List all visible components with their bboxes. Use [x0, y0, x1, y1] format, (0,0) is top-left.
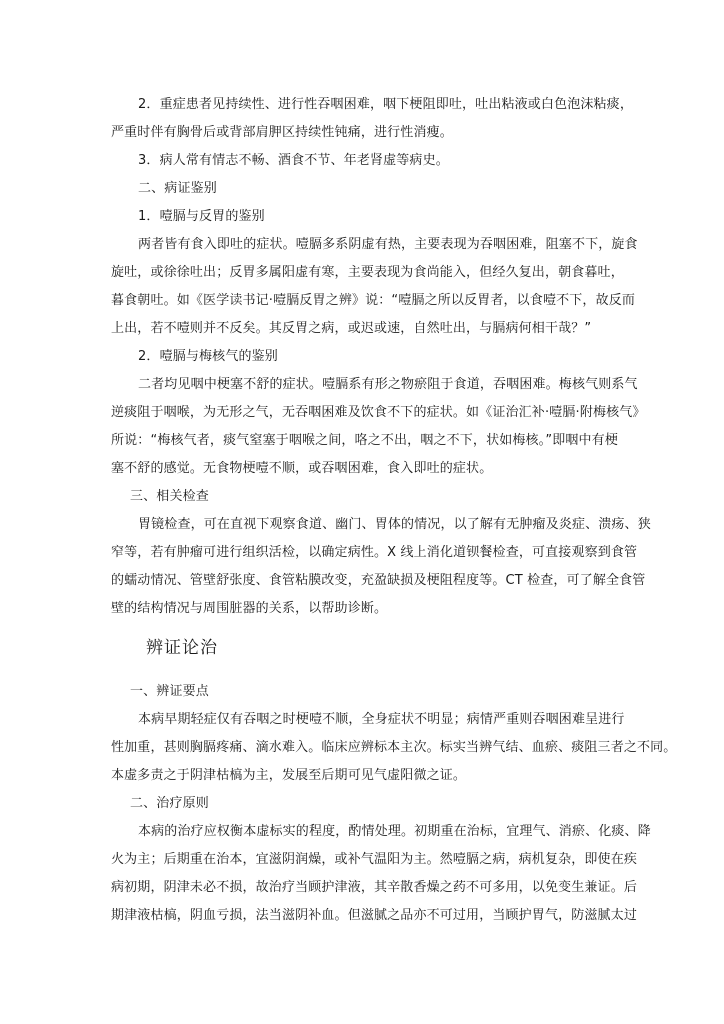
chapter-heading: 辨证论治 — [146, 638, 218, 658]
subsection-heading: 2．噎膈与梅核气的鉴别 — [138, 349, 278, 364]
text-line: 严重时伴有胸骨后或背部肩胛区持续性钝痛，进行性消瘦。 — [111, 125, 453, 140]
text-line: 逆痰阻于咽喉，为无形之气，无吞咽困难及饮食不下的症状。如《证治汇补·噎膈·附梅核气》 — [111, 405, 646, 420]
text-line: 二者均见咽中梗塞不舒的症状。噎膈系有形之物瘀阻于食道，吞咽困难。梅核气则系气 — [138, 377, 638, 392]
section-heading: 二、治疗原则 — [130, 796, 209, 811]
section-heading: 一、辨证要点 — [130, 684, 209, 699]
text-line: 病初期，阴津未必不损，故治疗当顾护津液，其辛散香燥之药不可多用，以免变生兼证。后 — [111, 880, 638, 895]
text-line: 火为主；后期重在治本，宜滋阴润燥，或补气温阳为主。然噎膈之病，病机复杂，即使在疾 — [111, 852, 638, 867]
text-line: 3．病人常有情志不畅、酒食不节、年老肾虚等病史。 — [138, 153, 449, 168]
section-heading: 三、相关检查 — [130, 489, 209, 504]
subsection-heading: 1．噎膈与反胃的鉴别 — [138, 209, 265, 224]
text-line: 暮食朝吐。如《医学读书记·噎膈反胃之辨》说：“噎膈之所以反胃者，以食噎不下，故反而 — [111, 293, 636, 308]
text-line: 两者皆有食入即吐的症状。噎膈多系阴虚有热，主要表现为吞咽困难，阻塞不下，旋食 — [138, 237, 638, 252]
text-line: 胃镜检查，可在直视下观察食道、幽门、胃体的情况，以了解有无肿瘤及炎症、溃疡、狭 — [138, 517, 651, 532]
text-line: 上出，若不噎则并不反矣。其反胃之病，或迟或速，自然吐出，与膈病何相干哉？” — [111, 321, 592, 336]
text-line: 本虚多责之于阴津枯槁为主，发展至后期可见气虚阳微之证。 — [111, 768, 467, 783]
text-line: 壁的结构情况与周围脏器的关系，以帮助诊断。 — [111, 601, 388, 616]
text-line: 本病早期轻症仅有吞咽之时梗噎不顺，全身症状不明显；病情严重则吞咽困难呈进行 — [138, 712, 625, 727]
text-line: 窄等，若有肿瘤可进行组织活检，以确定病性。X 线上消化道钡餐检查，可直接观察到食管 — [111, 545, 638, 560]
text-line: 性加重，甚则胸膈疼痛、滴水难入。临床应辨标本主次。标实当辨气结、血瘀、痰阻三者之不同。 — [111, 740, 677, 755]
text-line: 塞不舒的感觉。无食物梗噎不顺，或吞咽困难，食入即吐的症状。 — [111, 461, 493, 476]
text-line: 旋吐，或徐徐吐出；反胃多属阳虚有寒，主要表现为食尚能入，但经久复出，朝食暮吐， — [111, 265, 624, 280]
text-line: 期津液枯槁，阴血亏损，法当滋阴补血。但滋腻之品亦不可过用，当顾护胃气，防滋腻太过 — [111, 908, 638, 923]
text-line: 所说：“梅核气者，痰气窒塞于咽喉之间，咯之不出，咽之不下，状如梅核。”即咽中有梗 — [111, 433, 618, 448]
text-line: 的蠕动情况、管壁舒张度、食管粘膜改变，充盈缺损及梗阻程度等。CT 检查，可了解全食管 — [111, 573, 646, 588]
text-line: 2．重症患者见持续性、进行性吞咽困难，咽下梗阻即吐，吐出粘液或白色泡沫粘痰， — [138, 97, 633, 112]
section-heading: 二、病证鉴别 — [138, 181, 217, 196]
text-line: 本病的治疗应权衡本虚标实的程度，酌情处理。初期重在治标，宜理气、消瘀、化痰、降 — [138, 824, 651, 839]
